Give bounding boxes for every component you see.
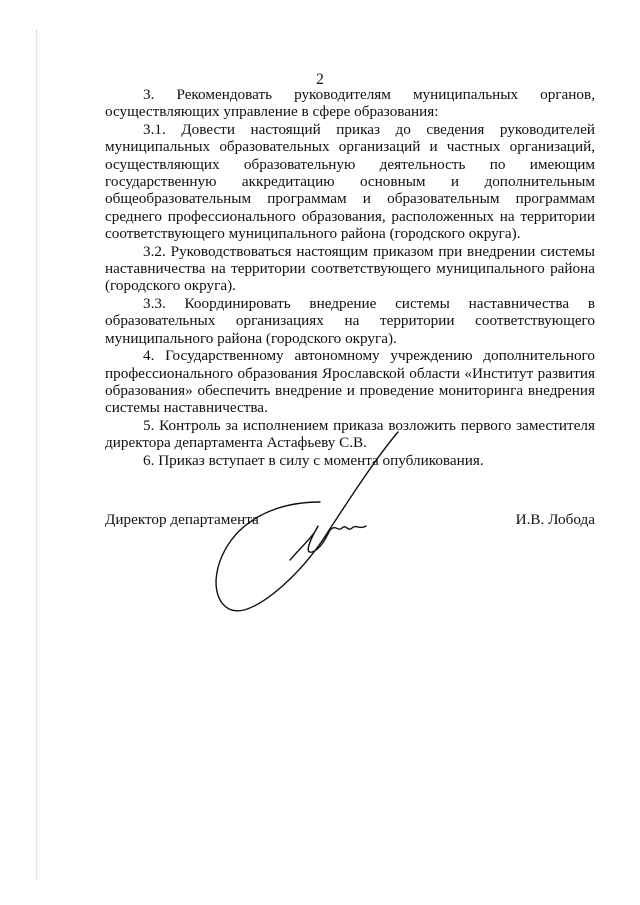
paragraph-3-1: 3.1. Довести настоящий приказ до сведения руководителей муниципальных образовательных организаций и частных организаций, осуществляющих образовательную деятельность по имеющим государственную аккредитацию основным и дополнительным общеобразовательным программам и образовательным программам среднего профессионального образования, расположенных на территории соответствующего муниципального района (городского округа).: [105, 120, 595, 243]
handwritten-signature-icon: [200, 428, 410, 628]
paragraph-6: 6. Приказ вступает в силу с момента опубликования.: [143, 451, 484, 469]
paragraph-3-2: 3.2. Руководствоваться настоящим приказом при внедрении системы наставничества на территории соответствующего муниципального района (городского округа).: [105, 242, 595, 295]
paragraph-5: 5. Контроль за исполнением приказа возложить первого заместителя директора департамента Астафьеву С.В.: [105, 416, 595, 452]
paragraph-3-3: 3.3. Координировать внедрение системы наставничества в образовательных организациях на территории соответствующего муниципального района (городского округа).: [105, 294, 595, 347]
scan-edge-dots: [36, 30, 37, 880]
document-body: [105, 86, 595, 469]
paragraph-3: 3. Рекомендовать руководителям муниципальных органов, осуществляющих управление в сфере образования:: [105, 86, 595, 121]
page-number: 2: [316, 71, 324, 88]
paragraph-4: 4. Государственному автономному учреждению дополнительного профессионального образования Ярославской области «Институт развития образования» обеспечить внедрение и проведение мониторинга внедрения системы наставничества.: [105, 347, 595, 417]
signatory-title: Директор департамента: [105, 511, 259, 528]
signatory-name: И.В. Лобода: [515, 511, 595, 528]
